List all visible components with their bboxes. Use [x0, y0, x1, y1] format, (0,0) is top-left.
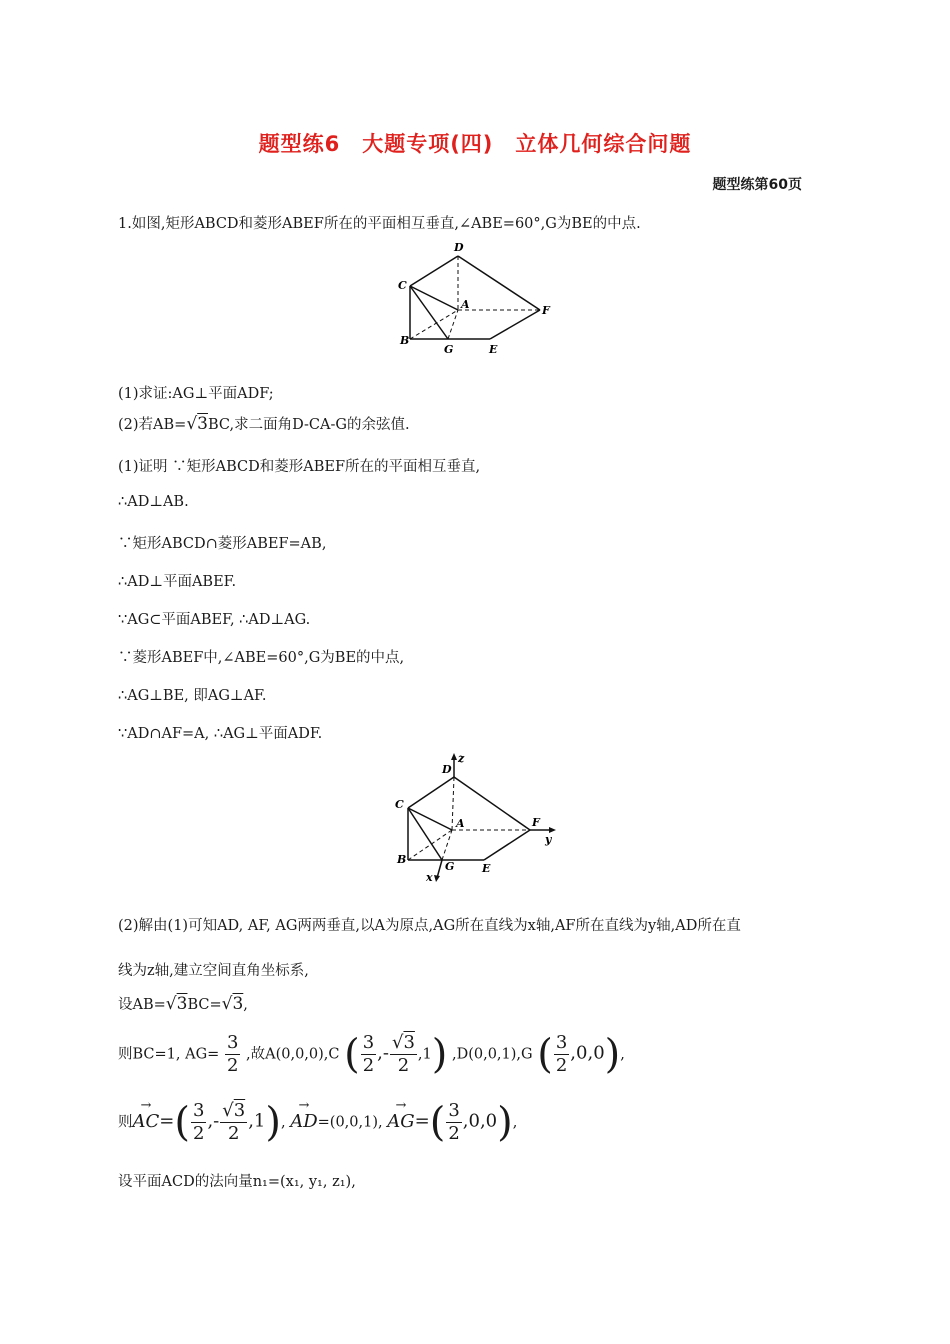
edge-ga: [448, 310, 458, 339]
label-y: y: [545, 833, 552, 846]
fraction: $\frac{√3}{2}$: [391, 1032, 415, 1076]
problem-statement: 1.如图,矩形ABCD和菱形ABEF所在的平面相互垂直,∠ABE=60°,G为BE的中点.: [118, 216, 641, 232]
proof-line: ∵AG⊂平面ABEF, ∴AD⊥AG.: [118, 612, 311, 628]
proof-line: ∵矩形ABCD∩菱形ABEF=AB,: [118, 536, 327, 552]
edge-df: [458, 256, 540, 310]
solution-line-2: 线为z轴,建立空间直角坐标系,: [118, 963, 309, 979]
edge-df: [454, 777, 530, 830]
edge-ef: [490, 310, 540, 339]
figure-2: [390, 750, 565, 885]
edge-ef: [484, 830, 530, 860]
label-F: F: [542, 304, 550, 317]
label-B: B: [400, 334, 410, 347]
fraction: $\frac{3}{2}$: [362, 1032, 375, 1076]
vectors-line: [118, 1100, 517, 1145]
equals: =: [414, 1110, 430, 1132]
right-paren: ): [604, 1031, 621, 1078]
label-z: z: [458, 752, 465, 765]
edge-cd: [408, 777, 454, 808]
label-x: x: [426, 871, 433, 884]
setup-pre: 设AB=: [118, 997, 166, 1013]
vector-ad-value: =(0,0,1),: [317, 1114, 383, 1131]
label-D: D: [454, 241, 464, 254]
coord-z: ,1: [417, 1046, 432, 1063]
label-D: D: [442, 763, 452, 776]
edge-da: [452, 777, 454, 830]
label-G: G: [445, 860, 455, 873]
question-2: (2)若AB=√3BC,求二面角D-CA-G的余弦值.: [118, 414, 410, 434]
label-A: A: [461, 298, 470, 311]
proof-line: ∵AD∩AF=A, ∴AG⊥平面ADF.: [118, 726, 323, 742]
left-paren: (: [537, 1031, 553, 1078]
label-C: C: [395, 798, 404, 811]
coordinates-line: [118, 1032, 625, 1077]
proof-line: (1)证明 ∵矩形ABCD和菱形ABEF所在的平面相互垂直,: [118, 459, 481, 475]
label-G: G: [444, 343, 454, 356]
solution-line-1: (2)解由(1)可知AD, AF, AG两两垂直,以A为原点,AG所在直线为x轴,AF所在直线为y轴,AD所在直: [118, 918, 741, 934]
label-E: E: [482, 862, 491, 875]
page-title: 题型练6 大题专项(四) 立体几何综合问题: [258, 132, 692, 156]
right-paren: ): [497, 1099, 513, 1146]
label-B: B: [397, 853, 407, 866]
left-paren: (: [344, 1031, 360, 1078]
left-paren: (: [174, 1099, 190, 1146]
comma: ,: [280, 1114, 286, 1131]
edge-cd: [410, 256, 458, 286]
setup-sqrt-2: 3: [232, 994, 244, 1014]
fraction: $\frac{3}{2}$: [555, 1032, 568, 1076]
proof-line: ∴AD⊥AB.: [118, 494, 189, 510]
q2-sqrt: 3: [197, 414, 208, 434]
edge-cg: [410, 286, 448, 339]
label-C: C: [398, 279, 407, 292]
edge-ba: [410, 310, 458, 339]
q2-post: BC,求二面角D-CA-G的余弦值.: [208, 417, 410, 433]
coord-rest: ,0,0: [570, 1042, 605, 1064]
equals: =: [159, 1110, 175, 1132]
right-paren: ): [431, 1031, 448, 1078]
coord-text-2: ,故A(0,0,0),C: [246, 1046, 340, 1063]
separator: ,-: [377, 1042, 389, 1064]
setup-mid: BC=: [187, 997, 222, 1013]
vectors-end: ,: [512, 1114, 518, 1131]
coord-end: ,: [620, 1046, 625, 1063]
fraction: $\frac{3}{2}$: [226, 1032, 239, 1076]
label-E: E: [489, 343, 498, 356]
fraction: $\frac{√3}{2}$: [222, 1100, 246, 1144]
setup-sqrt-1: 3: [176, 994, 188, 1014]
left-paren: (: [429, 1099, 446, 1146]
separator: ,-: [207, 1110, 220, 1132]
fraction: $\frac{3}{2}$: [448, 1100, 460, 1144]
edge-ga: [442, 830, 452, 860]
fraction: $\frac{3}{2}$: [192, 1100, 205, 1144]
page-reference: 题型练第60页: [712, 177, 802, 193]
z-arrow-icon: [451, 753, 457, 760]
edge-ca: [410, 286, 458, 310]
setup-line: 设AB=√3BC=√3,: [118, 994, 248, 1014]
vector-ad: → AD: [290, 1111, 317, 1132]
coord-z: ,1: [248, 1110, 266, 1132]
vector-ac: → AC: [133, 1111, 160, 1132]
label-F: F: [532, 816, 540, 829]
coord-rest: ,0,0: [462, 1110, 498, 1132]
proof-line: ∴AD⊥平面ABEF.: [118, 574, 237, 590]
normal-vector-line: 设平面ACD的法向量n₁=(x₁, y₁, z₁),: [118, 1174, 356, 1190]
coord-text-3: ,D(0,0,1),G: [451, 1046, 533, 1063]
coord-text-1: 则BC=1, AG=: [118, 1046, 220, 1063]
proof-line: ∴AG⊥BE, 即AG⊥AF.: [118, 688, 267, 704]
proof-line: ∵菱形ABEF中,∠ABE=60°,G为BE的中点,: [118, 650, 405, 666]
x-axis-ext: [437, 860, 442, 878]
edge-ba: [408, 830, 452, 860]
x-arrow-icon: [434, 875, 440, 882]
q2-pre: (2)若AB=: [118, 417, 187, 433]
vector-ag: → AG: [387, 1111, 414, 1132]
question-1: (1)求证:AG⊥平面ADF;: [118, 386, 274, 402]
right-paren: ): [265, 1099, 281, 1146]
figure-1: [390, 238, 560, 358]
setup-end: ,: [243, 997, 248, 1013]
label-A: A: [456, 817, 465, 830]
vectors-text: 则: [118, 1114, 133, 1131]
